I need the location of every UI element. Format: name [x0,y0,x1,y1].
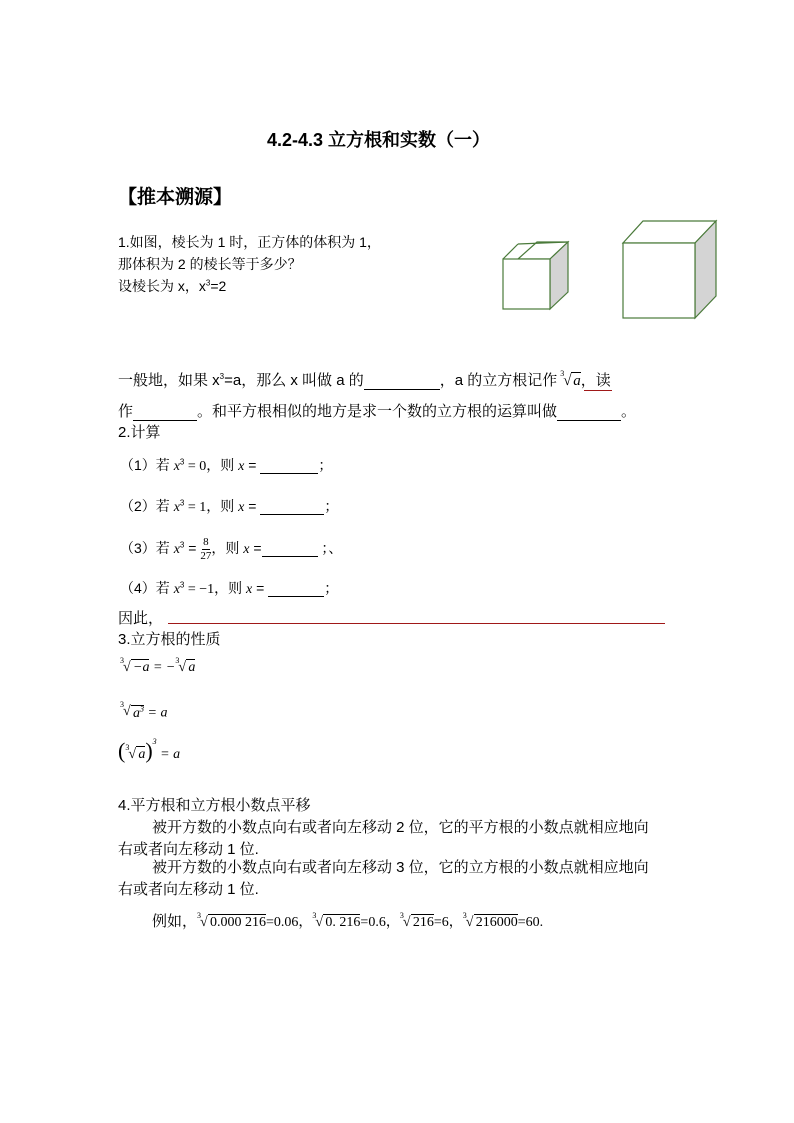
property-3: ( 3 √ a)$^3$ = a [118,737,181,763]
answer-blank-q2-3[interactable] [262,540,318,557]
property-1: 3 √ −a = − 3 √ a [120,656,196,675]
small-cube [503,242,568,309]
cubes-figure [500,216,725,326]
example-2: 3 √ 0. 216 [312,911,361,930]
q4-para1-line2: 右或者向左移动 1 位. [118,841,259,858]
q1-line1: 1.如图，棱长为 1 时，正方体的体积为 1， [118,234,381,250]
q2-item-1: （1）若 $x^3 = 0$，则 x = ； [120,457,333,474]
q2-heading: 2.计算 [118,424,161,441]
q2-item-2: （2）若 $x^3 = 1$，则 x = ； [120,498,339,515]
q4-para1-line1: 被开方数的小数点向右或者向左移动 2 位，它的平方根的小数点就相应地向 [152,819,649,836]
q4-heading: 4.平方根和立方根小数点平移 [118,797,311,814]
answer-blank-cube-root[interactable] [364,372,440,390]
answer-blank-q2-2[interactable] [260,498,324,515]
cube-root-notation: 3 √ a [560,369,581,389]
property-2: 3 √ $a^3 = a$ [120,700,168,721]
q1-line3: 设棱长为 x，$x^3=2$ [118,278,227,294]
q4-para2-line2: 右或者向左移动 1 位. [118,881,259,898]
answer-blank-conclusion[interactable] [168,623,665,624]
q2-item-3: （3）若 $x^3$ = $\frac{8}{27}$ ，则 x = ；、 [120,536,343,562]
answer-blank-operation-name[interactable] [557,403,621,421]
q4-para2-line1: 被开方数的小数点向右或者向左移动 3 位，它的立方根的小数点就相应地向 [152,859,649,876]
answer-blank-read-as[interactable] [133,403,197,421]
definition-line1: 一般地，如果 $x^3=a$，那么 x 叫做 a 的 ，a 的立方根记作 3 √ a，读 [118,369,611,389]
page-title: 4.2-4.3 立方根和实数（一） [267,130,491,150]
q2-conclusion: 因此， [118,610,164,627]
section-heading: 【推本溯源】 [118,187,233,208]
answer-blank-q2-1[interactable] [260,457,318,474]
definition-line2: 作 。和平方根相似的地方是求一个数的立方根的运算叫做 。 [118,403,637,420]
q3-heading: 3.立方根的性质 [118,631,221,648]
example-3: 3 √ 216 [399,911,434,930]
q1-line2: 那体积为 2 的棱长等于多少？ [118,256,302,272]
red-underline [584,390,612,391]
example-1: 3 √ 0.000 216 [197,911,267,930]
answer-blank-q2-4[interactable] [268,580,324,597]
example-4: 3 √ 216000 [462,911,518,930]
q4-examples: 例如， 3 √ 0.000 216=0.06， 3 √ 0. 216=0.6， 3 √ 216=6， 3 √ 216000=60. [152,911,544,930]
large-cube [623,221,716,318]
q2-item-4: （4）若 $x^3 = -1$，则 x = ； [120,580,339,597]
